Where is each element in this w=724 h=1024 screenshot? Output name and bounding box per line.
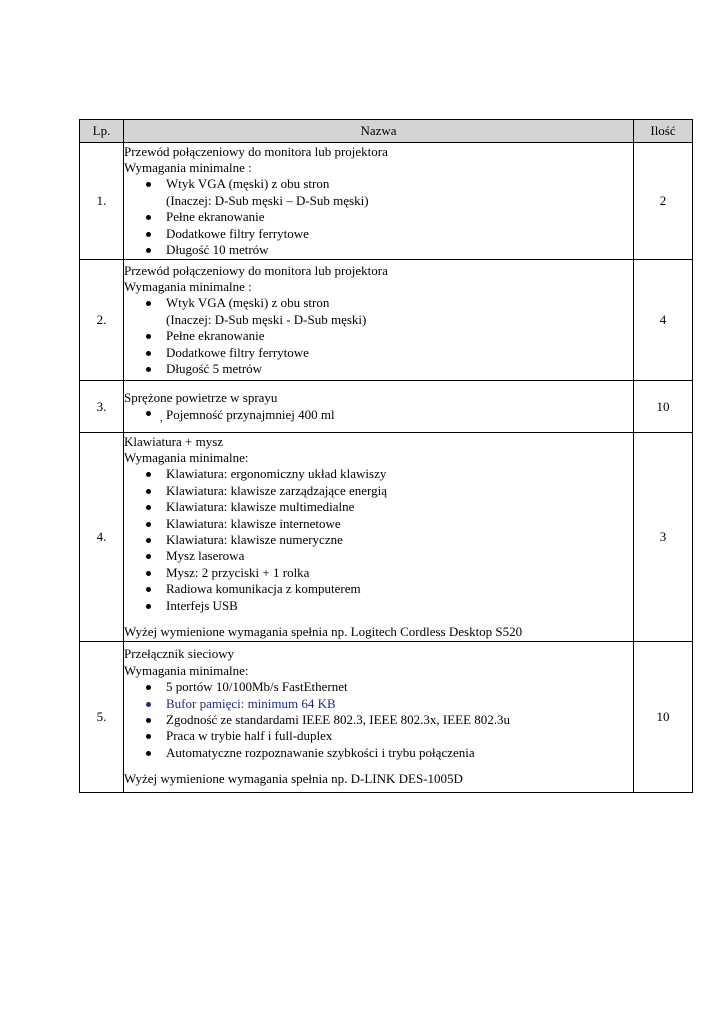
header-ilosc: Ilość bbox=[634, 120, 693, 143]
row-number: 1. bbox=[80, 143, 124, 260]
header-nazwa: Nazwa bbox=[124, 120, 634, 143]
item-quantity: 3 bbox=[634, 433, 693, 642]
row-number: 2. bbox=[80, 260, 124, 381]
item-description bbox=[124, 381, 634, 433]
list-item: Mysz laserowa bbox=[124, 548, 633, 564]
item-title: Sprężone powietrze w sprayu bbox=[124, 390, 278, 406]
requirements-list bbox=[124, 176, 633, 258]
list-item: Zgodność ze standardami IEEE 802.3, IEEE 802.3x, IEEE 802.3u bbox=[124, 712, 633, 728]
table-row bbox=[80, 642, 693, 793]
item-quantity: 10 bbox=[634, 381, 693, 433]
list-item: Radiowa komunikacja z komputerem bbox=[124, 581, 633, 597]
list-item: Dodatkowe filtry ferrytowe bbox=[124, 226, 633, 242]
list-item: Długość 10 metrów bbox=[124, 242, 633, 258]
header-lp: Lp. bbox=[80, 120, 124, 143]
list-item: Automatyczne rozpoznawanie szybkości i trybu połączenia bbox=[124, 745, 633, 761]
list-item: Dodatkowe filtry ferrytowe bbox=[124, 345, 633, 361]
list-item: Pełne ekranowanie bbox=[124, 209, 633, 225]
table-header-row bbox=[80, 120, 693, 143]
requirements-list bbox=[124, 407, 633, 423]
item-description bbox=[124, 143, 634, 260]
item-subtitle: Wymagania minimalne : bbox=[124, 278, 252, 294]
list-item: Klawiatura: klawisze zarządzające energią bbox=[124, 483, 633, 499]
list-item: Pełne ekranowanie bbox=[124, 328, 633, 344]
row-number: 5. bbox=[80, 642, 124, 793]
table-row bbox=[80, 433, 693, 642]
example-product-note: Wyżej wymienione wymagania spełnia np. Logitech Cordless Desktop S520 bbox=[124, 624, 523, 640]
item-title: Przełącznik sieciowy bbox=[124, 646, 235, 662]
list-item: Klawiatura: klawisze multimedialne bbox=[124, 499, 633, 515]
list-item-text: Pojemność przynajmniej 400 ml bbox=[166, 406, 335, 422]
item-title: Przewód połączeniowy do monitora lub projektora bbox=[124, 262, 388, 278]
list-item: Interfejs USB bbox=[124, 598, 633, 614]
list-item: Wtyk VGA (męski) z obu stron bbox=[124, 295, 633, 311]
table-row bbox=[80, 143, 693, 260]
item-quantity: 10 bbox=[634, 642, 693, 793]
list-item: Klawiatura: ergonomiczny układ klawiszy bbox=[124, 466, 633, 482]
table-row bbox=[80, 381, 693, 433]
requirements-table bbox=[79, 119, 693, 793]
example-product-note: Wyżej wymienione wymagania spełnia np. D-LINK DES-1005D bbox=[124, 771, 463, 787]
item-description bbox=[124, 433, 634, 642]
list-item: Klawiatura: klawisze internetowe bbox=[124, 516, 633, 532]
list-item: Mysz: 2 przyciski + 1 rolka bbox=[124, 565, 633, 581]
item-quantity: 4 bbox=[634, 260, 693, 381]
list-item-highlighted: Bufor pamięci: minimum 64 KB bbox=[124, 696, 633, 712]
row-number: 4. bbox=[80, 433, 124, 642]
list-item: Praca w trybie half i full-duplex bbox=[124, 728, 633, 744]
list-item: Wtyk VGA (męski) z obu stron bbox=[124, 176, 633, 192]
list-item bbox=[124, 407, 633, 423]
item-title: Przewód połączeniowy do monitora lub projektora bbox=[124, 143, 388, 159]
item-subtitle: Wymagania minimalne: bbox=[124, 449, 249, 465]
item-quantity: 2 bbox=[634, 143, 693, 260]
item-title: Klawiatura + mysz bbox=[124, 433, 224, 449]
item-subtitle: Wymagania minimalne: bbox=[124, 662, 249, 678]
list-item-continuation: (Inaczej: D-Sub męski – D-Sub męski) bbox=[166, 192, 369, 208]
table-row bbox=[80, 260, 693, 381]
row-number: 3. bbox=[80, 381, 124, 433]
list-item-continuation: (Inaczej: D-Sub męski - D-Sub męski) bbox=[166, 311, 367, 327]
requirements-list bbox=[124, 295, 633, 377]
item-subtitle: Wymagania minimalne : bbox=[124, 159, 252, 175]
stray-comma-mark: , bbox=[160, 411, 163, 424]
list-item: Klawiatura: klawisze numeryczne bbox=[124, 532, 633, 548]
requirements-list bbox=[124, 679, 633, 761]
requirements-list bbox=[124, 466, 633, 614]
list-item: 5 portów 10/100Mb/s FastEthernet bbox=[124, 679, 633, 695]
item-description bbox=[124, 642, 634, 793]
list-item: Długość 5 metrów bbox=[124, 361, 633, 377]
item-description bbox=[124, 260, 634, 381]
